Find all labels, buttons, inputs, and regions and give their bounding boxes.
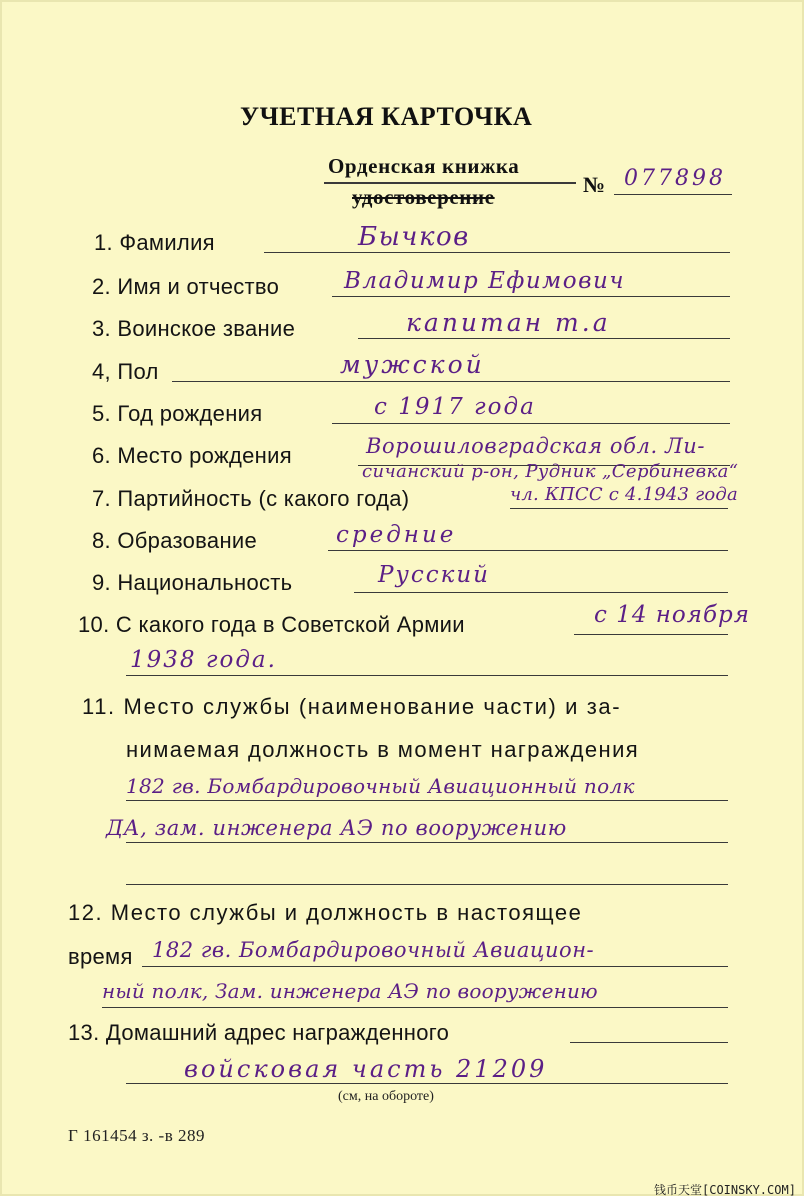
field-rank-value: капитан т.а <box>406 308 611 337</box>
field-address-line-1 <box>570 1042 728 1043</box>
card-title: УЧЕТНАЯ КАРТОЧКА <box>240 102 533 131</box>
field-service-label-1: 11. Место службы (наименование части) и за- <box>82 694 622 719</box>
field-army-since-line-2 <box>126 675 728 676</box>
field-service-line-1 <box>126 800 728 801</box>
field-service-line-2 <box>126 842 728 843</box>
field-address-value: войсковая часть 21209 <box>184 1055 548 1083</box>
field-birthplace-value-1: Ворошиловградская обл. Ли- <box>366 434 706 458</box>
field-army-since-label: 10. С какого года в Советской Армии <box>78 612 465 637</box>
field-birthplace-label: 6. Место рождения <box>92 443 292 468</box>
field-surname-value: Бычков <box>358 222 470 252</box>
field-rank-label: 3. Воинское звание <box>92 316 296 341</box>
field-surname-label: 1. Фамилия <box>94 230 215 255</box>
print-code: Г 161454 з. -в 289 <box>68 1126 205 1145</box>
field-party-line <box>510 508 728 509</box>
field-sex-label: 4, Пол <box>92 359 159 384</box>
see-reverse-note: (см, на обороте) <box>338 1089 434 1104</box>
field-army-since-value-1: с 14 ноября <box>594 602 750 628</box>
field-birth-year-line <box>332 423 730 424</box>
field-name-label: 2. Имя и отчество <box>92 274 280 299</box>
field-address-line-2 <box>126 1083 728 1084</box>
certificate-struck-label: удостоверение <box>352 185 495 209</box>
field-sex-value: мужской <box>340 350 485 379</box>
field-current-service-label-1: 12. Место службы и должность в настоящее <box>68 900 583 925</box>
field-service-value-2: ДА, зам. инженера АЭ по вооружению <box>106 816 567 840</box>
field-nationality-value: Русский <box>378 562 490 588</box>
field-rank-line <box>358 338 730 339</box>
site-watermark: 钱币天堂[COINSKY.COM] <box>654 1183 796 1197</box>
order-book-number: 077898 <box>624 166 726 191</box>
field-education-label: 8. Образование <box>92 528 258 553</box>
field-current-service-line-1 <box>142 966 728 967</box>
field-education-value: средние <box>336 522 457 548</box>
field-army-since-line-1 <box>574 634 728 635</box>
order-book-label: Орденская книжка <box>328 154 520 178</box>
field-army-since-value-2: 1938 года. <box>130 647 277 673</box>
field-service-line-3 <box>126 884 728 885</box>
field-nationality-label: 9. Национальность <box>92 570 293 595</box>
field-birthplace-value-2: сичанский р-он, Рудник „Сербиневка“ <box>362 461 739 482</box>
field-party-label: 7. Партийность (с какого года) <box>92 486 410 511</box>
field-birth-year-value: с 1917 года <box>374 394 536 420</box>
field-name-value: Владимир Ефимович <box>344 268 626 294</box>
field-service-value-1: 182 гв. Бомбардировочный Авиационный полк <box>126 774 635 798</box>
field-current-service-label-2: время <box>68 944 133 969</box>
field-name-line <box>332 296 730 297</box>
field-current-service-line-2 <box>102 1007 728 1008</box>
number-sign: № <box>583 172 606 197</box>
field-surname-line <box>264 252 730 253</box>
book-underline <box>324 182 576 184</box>
number-line <box>614 194 732 195</box>
field-party-value: чл. КПСС с 4.1943 года <box>510 484 738 505</box>
field-current-service-value-1: 182 гв. Бомбардировочный Авиацион- <box>152 938 595 962</box>
field-education-line <box>328 550 728 551</box>
field-nationality-line <box>354 592 728 593</box>
field-address-label: 13. Домашний адрес награжденного <box>68 1020 450 1045</box>
field-birth-year-label: 5. Год рождения <box>92 401 263 426</box>
field-sex-line <box>172 381 730 382</box>
field-current-service-value-2: ный полк, Зам. инженера АЭ по вооружению <box>102 979 598 1003</box>
field-service-label-2: нимаемая должность в момент награждения <box>126 737 640 762</box>
